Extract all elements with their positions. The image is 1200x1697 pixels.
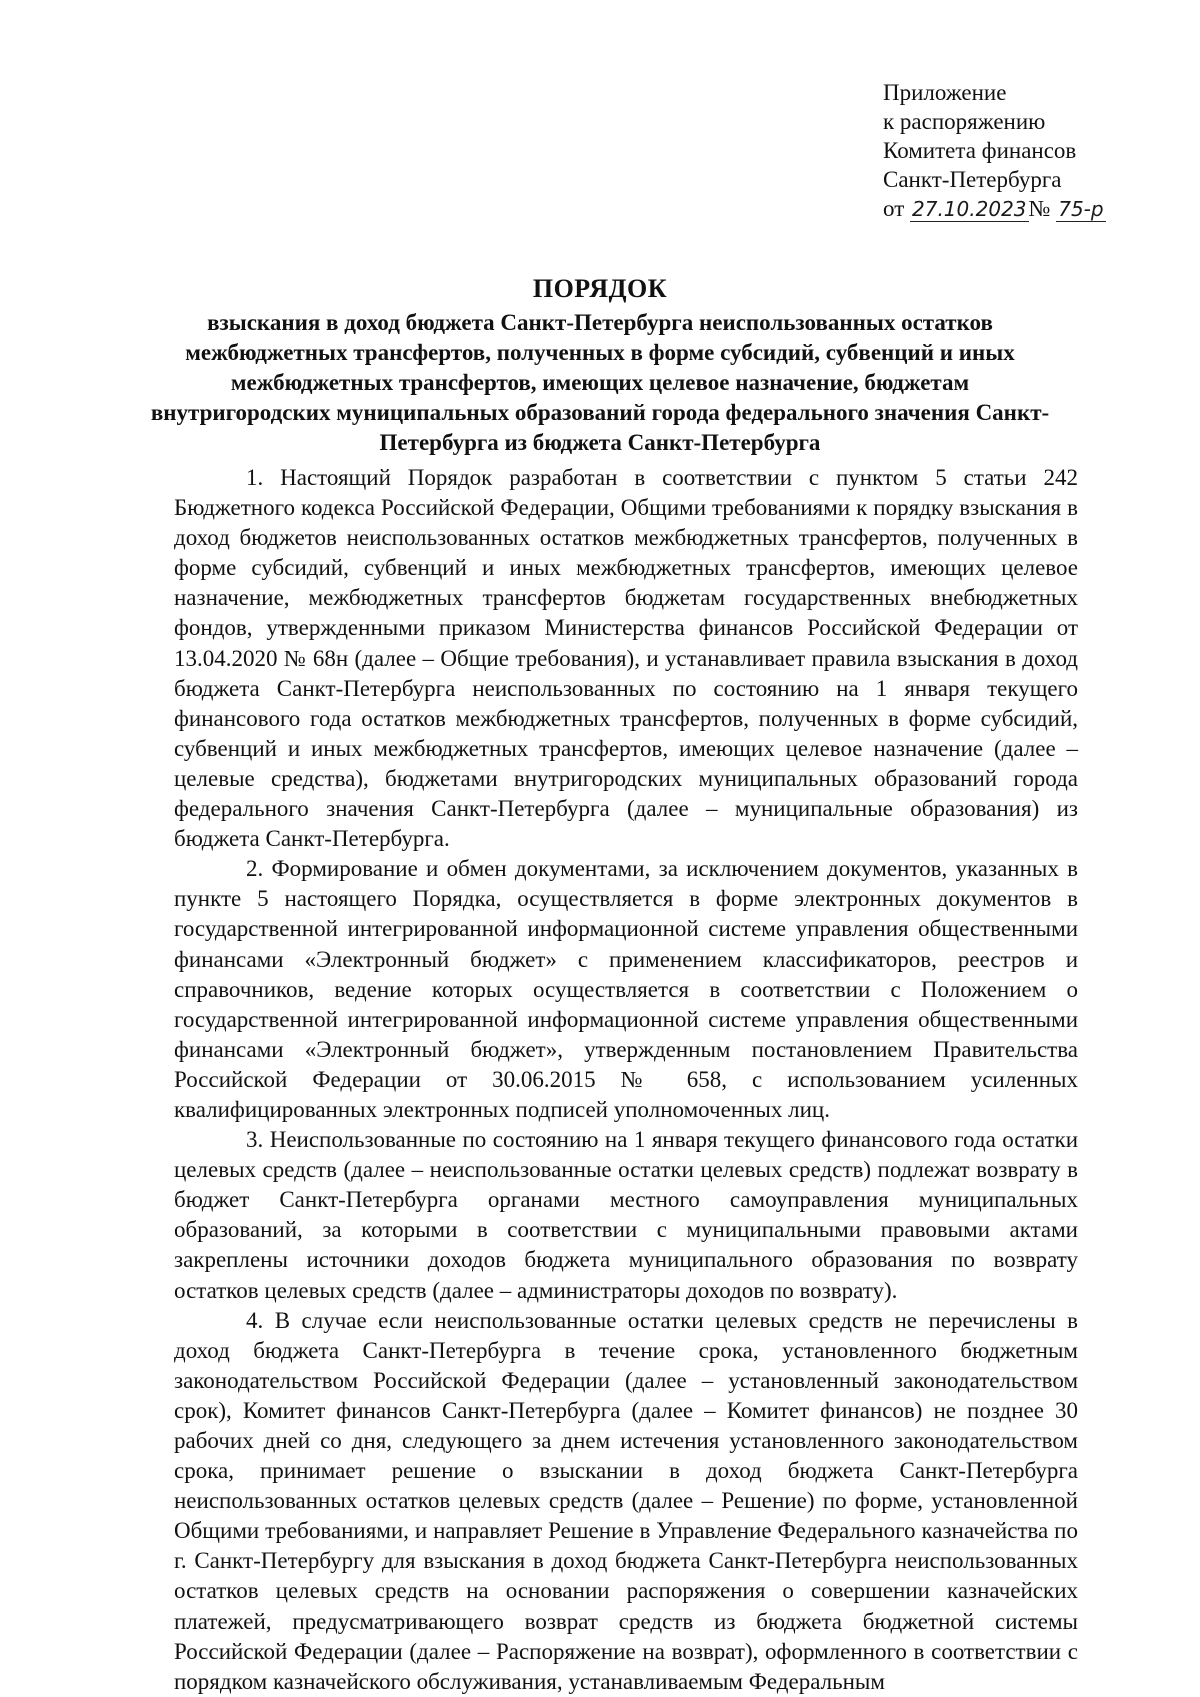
title-subtitle: взыскания в доход бюджета Санкт-Петербурга неиспользованных остатков межбюджетных трансфертов, полученных в форме субсидий, субвенций и иных межбюджетных трансфертов, имеющих целевое назначение, бюджетам внутригородских муниципальных образований города федерального значения Санкт-Петербурга из бюджета Санкт-Петербурга — [150, 310, 1050, 455]
number-sign: № — [1028, 196, 1051, 221]
appendix-line: Приложение — [883, 80, 1007, 105]
appendix-header — [883, 78, 1183, 224]
appendix-line: Санкт-Петербурга — [883, 167, 1062, 192]
approval-line — [883, 194, 1183, 224]
paragraph-1: 1. Настоящий Порядок разработан в соответствии с пунктом 5 статьи 242 Бюджетного кодекса Российской Федерации, Общими требованиями к порядку взыскания в доход бюджетов неиспользованных остатков межбюджетных трансфертов, полученных в форме субсидий, субвенций и иных межбюджетных трансфертов, имеющих целевое назначение, межбюджетных трансфертов бюджетам государственных внебюджетных фондов, утвержденными приказом Министерства финансов Российской Федерации от 13.04.2020 № 68н (далее – Общие требования), и устанавливает правила взыскания в доход бюджета Санкт-Петербурга неиспользованных по состоянию на 1 января текущего финансового года остатков межбюджетных трансфертов, полученных в форме субсидий, субвенций и иных межбюджетных трансфертов, имеющих целевое назначение (далее – целевые средства), бюджетами внутригородских муниципальных образований города федерального значения Санкт-Петербурга (далее – муниципальные образования) из бюджета Санкт-Петербурга. — [174, 465, 1078, 852]
title-main: ПОРЯДОК — [532, 274, 668, 303]
handwritten-date: 27.10.2023 — [912, 197, 1027, 221]
date-prefix: от — [883, 196, 905, 221]
appendix-line: к распоряжению — [883, 109, 1046, 134]
handwritten-number: 75-р — [1058, 197, 1104, 221]
paragraph-2: 2. Формирование и обмен документами, за исключением документов, указанных в пункте 5 настоящего Порядка, осуществляется в форме электронных документов в государственной интегрированной информационной системе управления общественными финансами «Электронный бюджет» с применением классификаторов, реестров и справочников, ведение которых осуществляется в соответствии с Положением о государственной интегрированной информационной системе управления общественными финансами «Электронный бюджет», утвержденным постановлением Правительства Российской Федерации от 30.06.2015 № 658, с использованием усиленных квалифицированных электронных подписей уполномоченных лиц. — [174, 856, 1078, 1122]
appendix-line: Комитета финансов — [883, 138, 1077, 163]
paragraph-3: 3. Неиспользованные по состоянию на 1 января текущего финансового года остатки целевых средств (далее – неиспользованные остатки целевых средств) подлежат возврату в бюджет Санкт-Петербурга органами местного самоуправления муниципальных образований, за которыми в соответствии с муниципальными правовыми актами закреплены источники доходов бюджета муниципального образования по возврату остатков целевых средств (далее – администраторы доходов по возврату). — [174, 1127, 1078, 1303]
document-title — [150, 272, 1050, 458]
paragraph-4: 4. В случае если неиспользованные остатки целевых средств не перечислены в доход бюджета Санкт-Петербурга в течение срока, установленного бюджетным законодательством Российской Федерации (далее – установленный законодательством срок), Комитет финансов Санкт-Петербурга (далее – Комитет финансов) не позднее 30 рабочих дней со дня, следующего за днем истечения установленного законодательством срока, принимает решение о взыскании в доход бюджета Санкт-Петербурга неиспользованных остатков целевых средств (далее – Решение) по форме, установленной Общими требованиями, и направляет Решение в Управление Федерального казначейства по г. Санкт-Петербургу для взыскания в доход бюджета Санкт-Петербурга неиспользованных остатков целевых средств на основании распоряжения о совершении казначейских платежей, предусматривающего возврат средств из бюджета бюджетной системы Российской Федерации (далее – Распоряжение на возврат), оформленного в соответствии с порядком казначейского обслуживания, устанавливаемым Федеральным — [174, 1307, 1078, 1694]
document-body — [174, 463, 1078, 1697]
